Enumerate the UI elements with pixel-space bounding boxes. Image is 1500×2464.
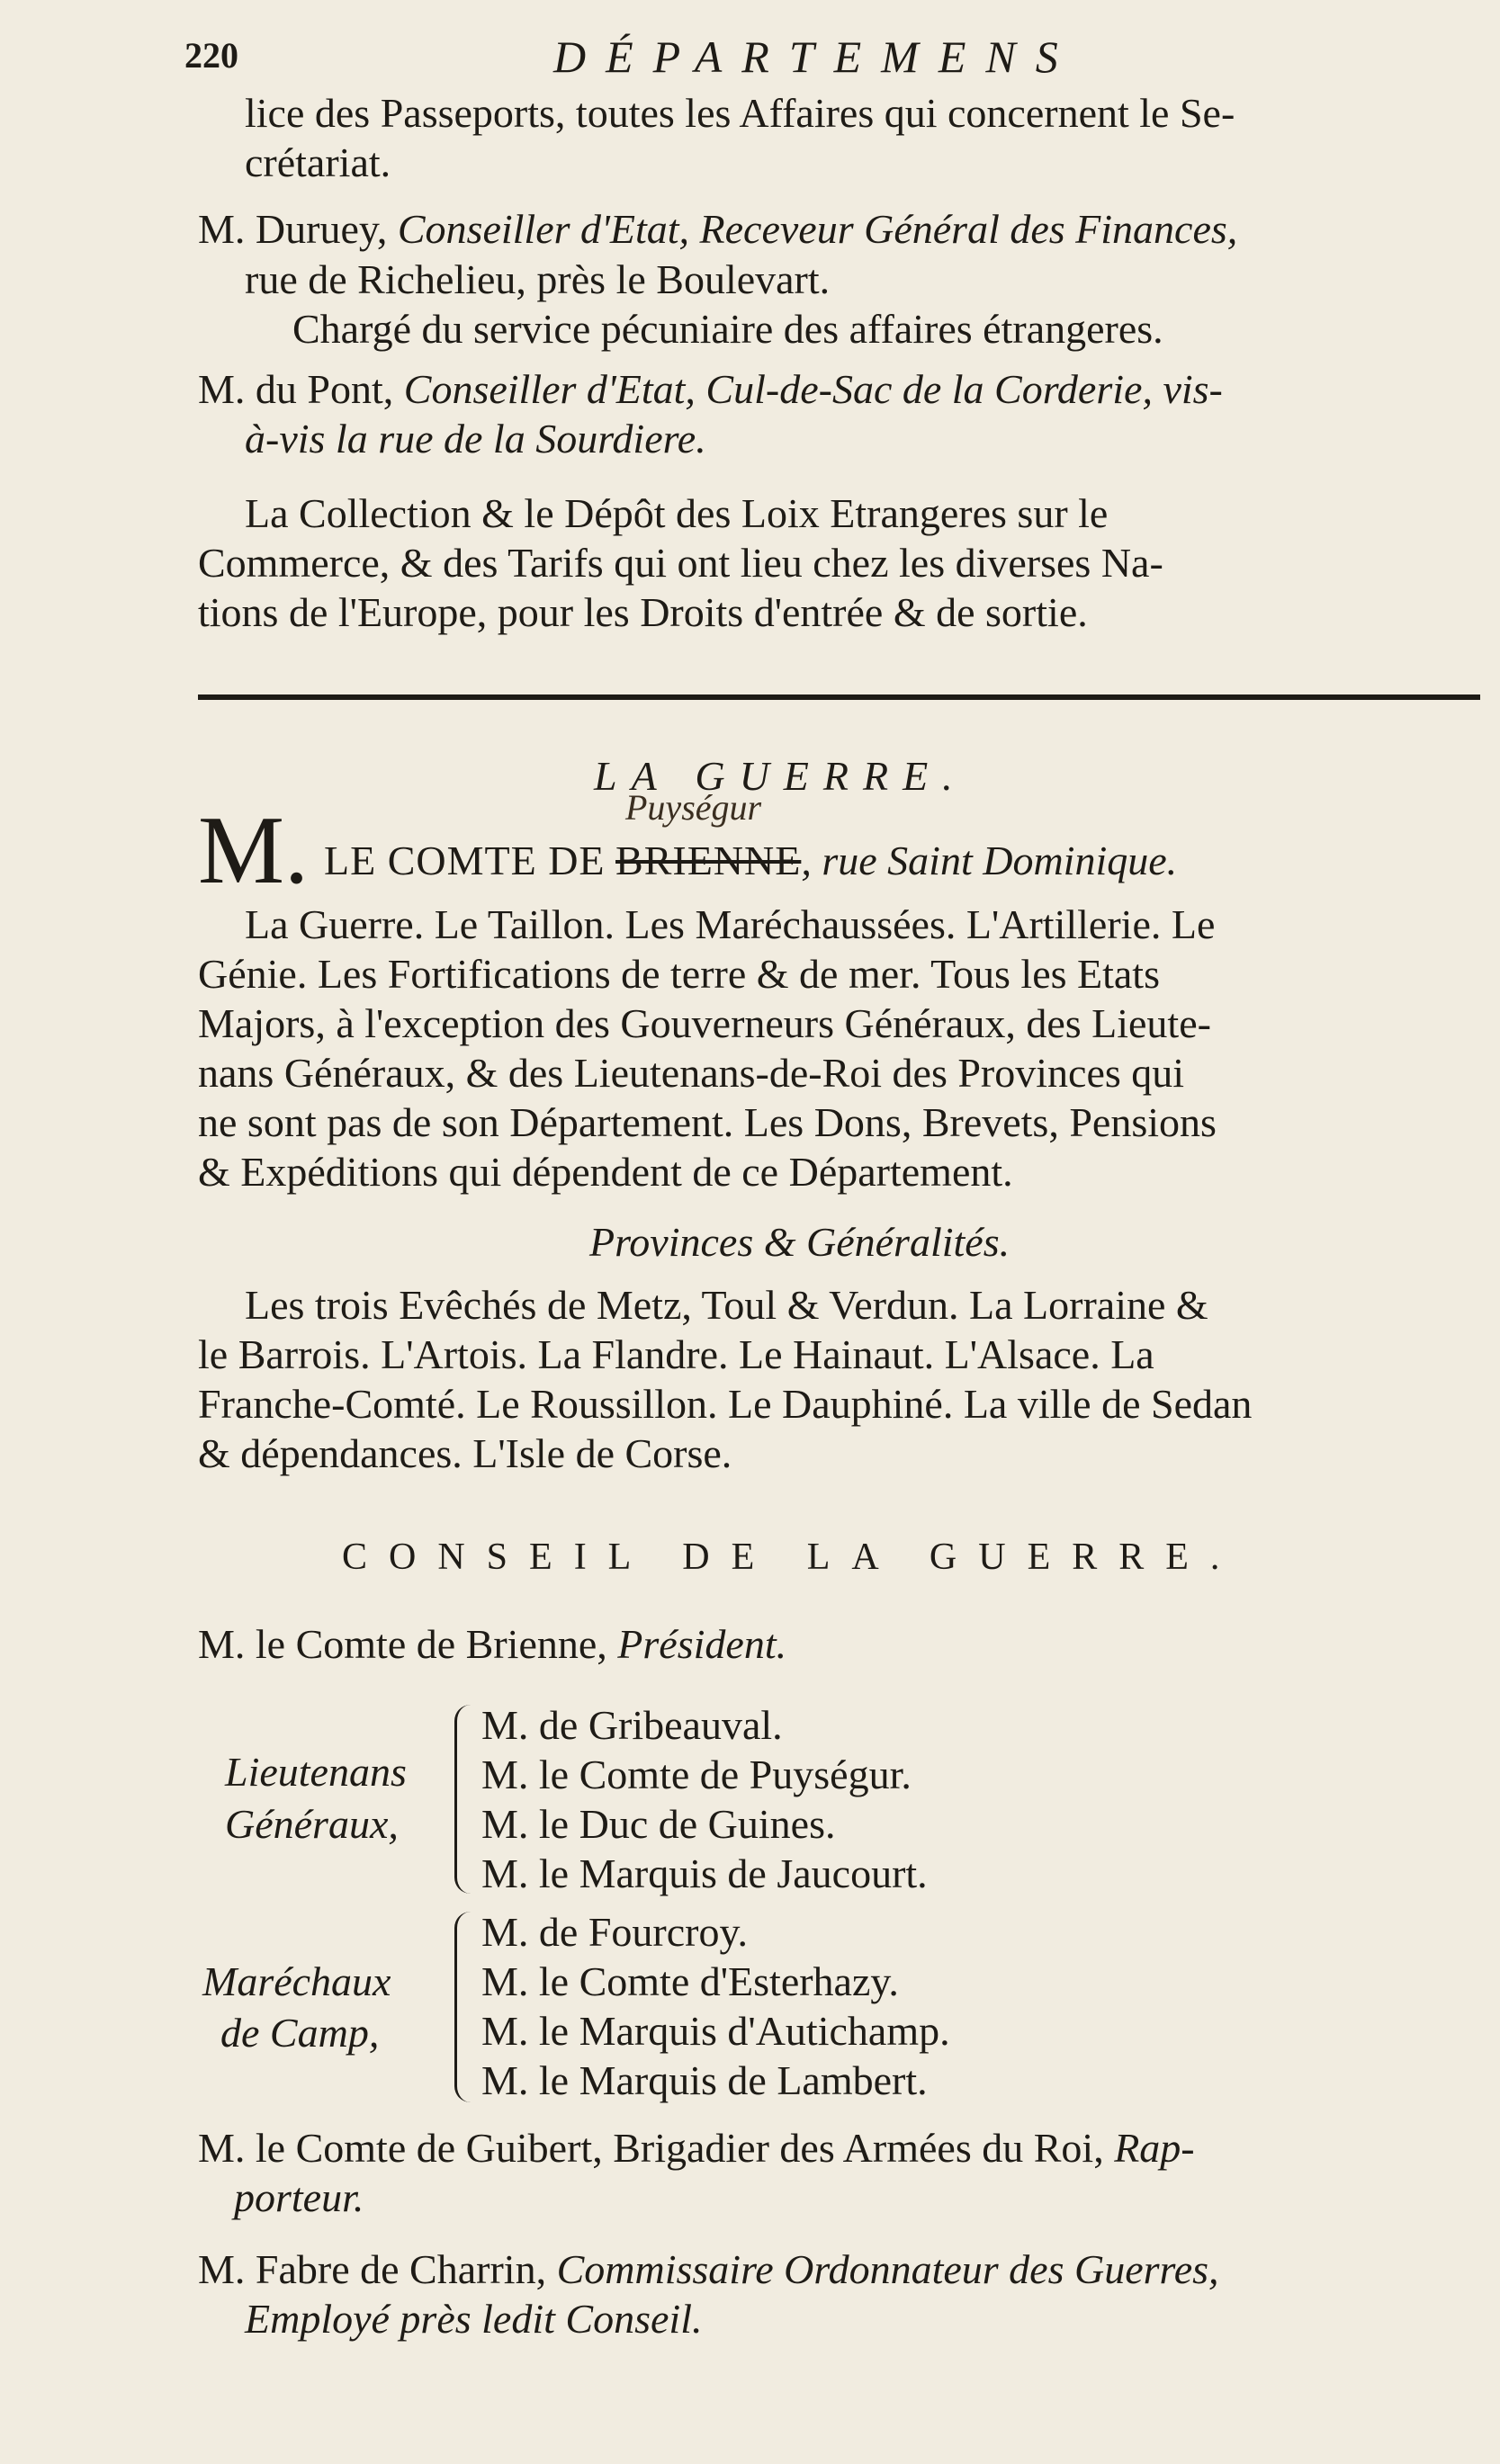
person-name: M. Duruey, [198,206,388,252]
person-name: M. du Pont, [198,366,394,412]
member: M. le Comte d'Esterhazy. [481,1958,899,2004]
person-title: Employé près ledit Conseil. [245,2296,703,2342]
text-line: crétariat. [245,139,391,185]
group-label: Généraux, [225,1801,399,1847]
person-title: Conseiller d'Etat, Cul-de-Sac de la Corderie, vis- [403,366,1223,412]
text-line: le Barrois. L'Artois. La Flandre. Le Hainaut. L'Alsace. La [198,1331,1154,1377]
brace [454,1912,479,2102]
text-line: La Guerre. Le Taillon. Les Maréchaussées. L'Artillerie. Le [245,901,1216,947]
text-line: La Collection & le Dépôt des Loix Etrangeres sur le [245,490,1109,536]
subheading: Provinces & Généralités. [589,1219,1010,1265]
charge-text: Chargé du service pécuniaire des affaires étrangeres. [292,306,1163,352]
person-name: M. Fabre de Charrin, [198,2246,547,2292]
person-role: porteur. [234,2174,364,2220]
person-title: Conseiller d'Etat, Receveur Général des Finances, [397,206,1238,252]
entry-guibert [198,2125,1195,2171]
person-name: M. le Comte de Brienne, [198,1621,607,1667]
person-title: Président. [617,1621,787,1667]
member: M. le Marquis de Lambert. [481,2057,928,2103]
minister-address: , rue Saint Dominique. [801,838,1178,883]
text-line: & dépendances. L'Isle de Corse. [198,1430,732,1476]
entry-fabre [198,2246,1219,2292]
text-line: tions de l'Europe, pour les Droits d'entrée & de sortie. [198,589,1088,635]
text-line: Génie. Les Fortifications de terre & de mer. Tous les Etats [198,951,1160,997]
page-number: 220 [184,35,238,76]
president-entry [198,1621,787,1667]
minister-prefix: LE COMTE DE [324,838,606,883]
text-line: nans Généraux, & des Lieutenans-de-Roi des Provinces qui [198,1050,1185,1096]
text-line: Franche-Comté. Le Roussillon. Le Dauphiné. La ville de Sedan [198,1381,1253,1427]
person-title: Commissaire Ordonnateur des Guerres, [556,2246,1219,2292]
drop-initial: M. [198,797,310,904]
member: M. le Marquis d'Autichamp. [481,2008,950,2054]
address: rue de Richelieu, près le Boulevart. [245,256,831,302]
text-line: & Expéditions qui dépendent de ce Département. [198,1149,1013,1195]
group-label: Maréchaux [202,1958,391,2004]
section-heading: LA GUERRE. [594,753,967,799]
person-name: M. le Comte de Guibert, Brigadier des Armées du Roi, [198,2125,1104,2171]
minister-entry [324,840,1177,882]
brace [454,1705,479,1894]
entry-dupont [198,366,1223,412]
member: M. de Gribeauval. [481,1702,783,1748]
address: à-vis la rue de la Sourdiere. [245,416,706,461]
member: M. le Comte de Puységur. [481,1752,912,1797]
person-role: Rap- [1114,2125,1195,2171]
text-line: Les trois Evêchés de Metz, Toul & Verdun. La Lorraine & [245,1282,1208,1328]
text-line: lice des Passeports, toutes les Affaires qui concernent le Se- [245,90,1235,136]
member: M. de Fourcroy. [481,1909,748,1955]
handwritten-annotation: Puységur [625,787,762,828]
section-divider [198,694,1480,700]
member: M. le Duc de Guines. [481,1801,836,1847]
text-line: ne sont pas de son Département. Les Dons, Brevets, Pensions [198,1099,1217,1145]
section-heading: CONSEIL DE LA GUERRE. [342,1537,1242,1578]
group-label: Lieutenans [225,1749,407,1795]
group-label: de Camp, [220,2010,380,2056]
entry-duruey [198,206,1238,252]
member: M. le Marquis de Jaucourt. [481,1850,928,1896]
running-title: DÉPARTEMENS [553,31,1078,82]
struck-name: BRIENNE [615,838,802,883]
text-line: Commerce, & des Tarifs qui ont lieu chez les diverses Na- [198,540,1163,586]
text-line: Majors, à l'exception des Gouverneurs Généraux, des Lieute- [198,1000,1211,1046]
